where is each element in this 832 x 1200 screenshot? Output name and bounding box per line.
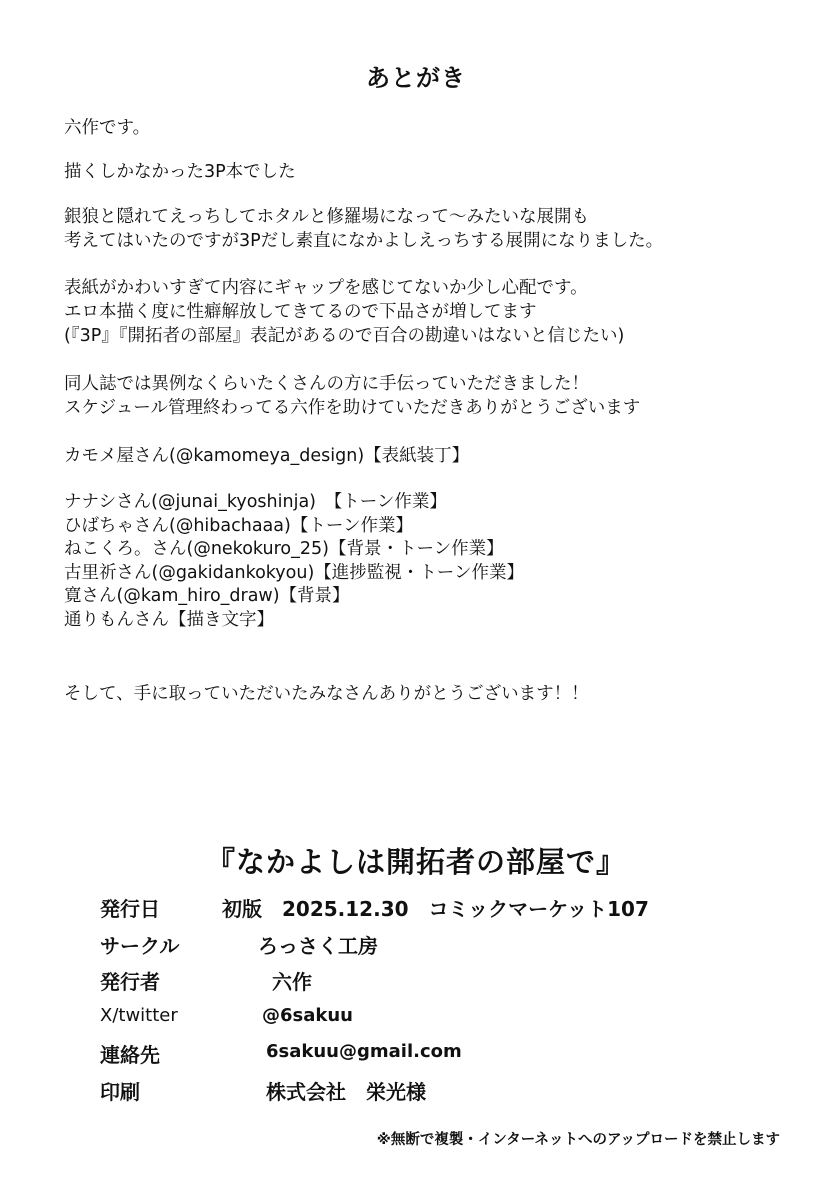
- afterword-paragraph: [64, 276, 784, 348]
- circle-value: ろっさく工房: [258, 933, 378, 958]
- afterword-paragraph: [64, 160, 784, 184]
- colophon-table: [100, 893, 780, 1112]
- credit-item: 古里祈さん(@gakidankokyou)【進捗監視・トーン作業】: [64, 562, 524, 583]
- text-line: エロ本描く度に性癖解放してきてるので下品さが増してます: [64, 302, 537, 322]
- publisher-value: 六作: [272, 970, 312, 994]
- colophon-row-twitter: [100, 1003, 780, 1040]
- print-label: 印刷: [100, 1079, 140, 1104]
- text-line: カモメ屋さん(@kamomeya_design)【表紙装丁】: [64, 446, 470, 466]
- colophon-row-publisher: [100, 966, 780, 1003]
- credits-list: [64, 490, 784, 631]
- colophon-row-contact: [100, 1039, 780, 1076]
- text-line: (『3P』『開拓者の部屋』表記があるので百合の勘違いはないと信じたい): [64, 326, 625, 346]
- copyright-notice: ※無断で複製・インターネットへのアップロードを禁止します: [376, 1132, 780, 1148]
- credit-item: ひばちゃさん(@hibachaaa)【トーン作業】: [64, 515, 413, 536]
- afterword-paragraph: [64, 372, 784, 420]
- text-line: 表紙がかわいすぎて内容にギャップを感じてないか少し心配です。: [64, 278, 588, 298]
- colophon-row-print: [100, 1076, 780, 1113]
- twitter-label: X/twitter: [100, 1004, 178, 1026]
- circle-label: サークル: [100, 933, 180, 958]
- print-value: 株式会社 栄光様: [266, 1079, 426, 1104]
- text-line: スケジュール管理終わってる六作を助けていただきありがとうございます: [64, 398, 641, 418]
- afterword-paragraph: [64, 205, 784, 253]
- contact-label: 連絡先: [100, 1043, 160, 1067]
- date-value: 初版 2025.12.30 コミックマーケット107: [222, 897, 649, 921]
- book-title: 『なかよしは開拓者の部屋で』: [205, 845, 626, 879]
- afterword-heading: あとがき: [366, 64, 466, 92]
- text-line: そして、手に取っていただいたみなさんありがとうございます！！: [64, 684, 589, 704]
- credit-item: 通りもんさん【描き文字】: [64, 609, 274, 630]
- text-line: 銀狼と隠れてえっちしてホタルと修羅場になって～みたいな展開も: [64, 207, 589, 227]
- contact-value: 6sakuu@gmail.com: [266, 1041, 462, 1062]
- afterword-paragraph: [64, 116, 784, 140]
- text-line: 六作です。: [64, 118, 151, 138]
- text-line: 描くしかなかった3P本でした: [64, 162, 296, 182]
- colophon-row-circle: [100, 930, 780, 967]
- date-label: 発行日: [100, 897, 160, 921]
- credit-item: ねこくろ。さん(@nekokuro_25)【背景・トーン作業】: [64, 539, 504, 559]
- credit-item: ナナシさん(@junai_kyoshinja) 【トーン作業】: [64, 492, 447, 512]
- cover-credit: [64, 444, 784, 468]
- publisher-label: 発行者: [100, 970, 160, 994]
- text-line: 考えてはいたのですが3Pだし素直になかよしえっちする展開になりました。: [64, 231, 664, 251]
- colophon-row-date: [100, 893, 780, 930]
- closing-message: [64, 682, 784, 706]
- twitter-value: @6sakuu: [262, 1004, 353, 1026]
- credit-item: 寛さん(@kam_hiro_draw)【背景】: [64, 586, 350, 606]
- text-line: 同人誌では異例なくらいたくさんの方に手伝っていただきました！: [64, 374, 589, 394]
